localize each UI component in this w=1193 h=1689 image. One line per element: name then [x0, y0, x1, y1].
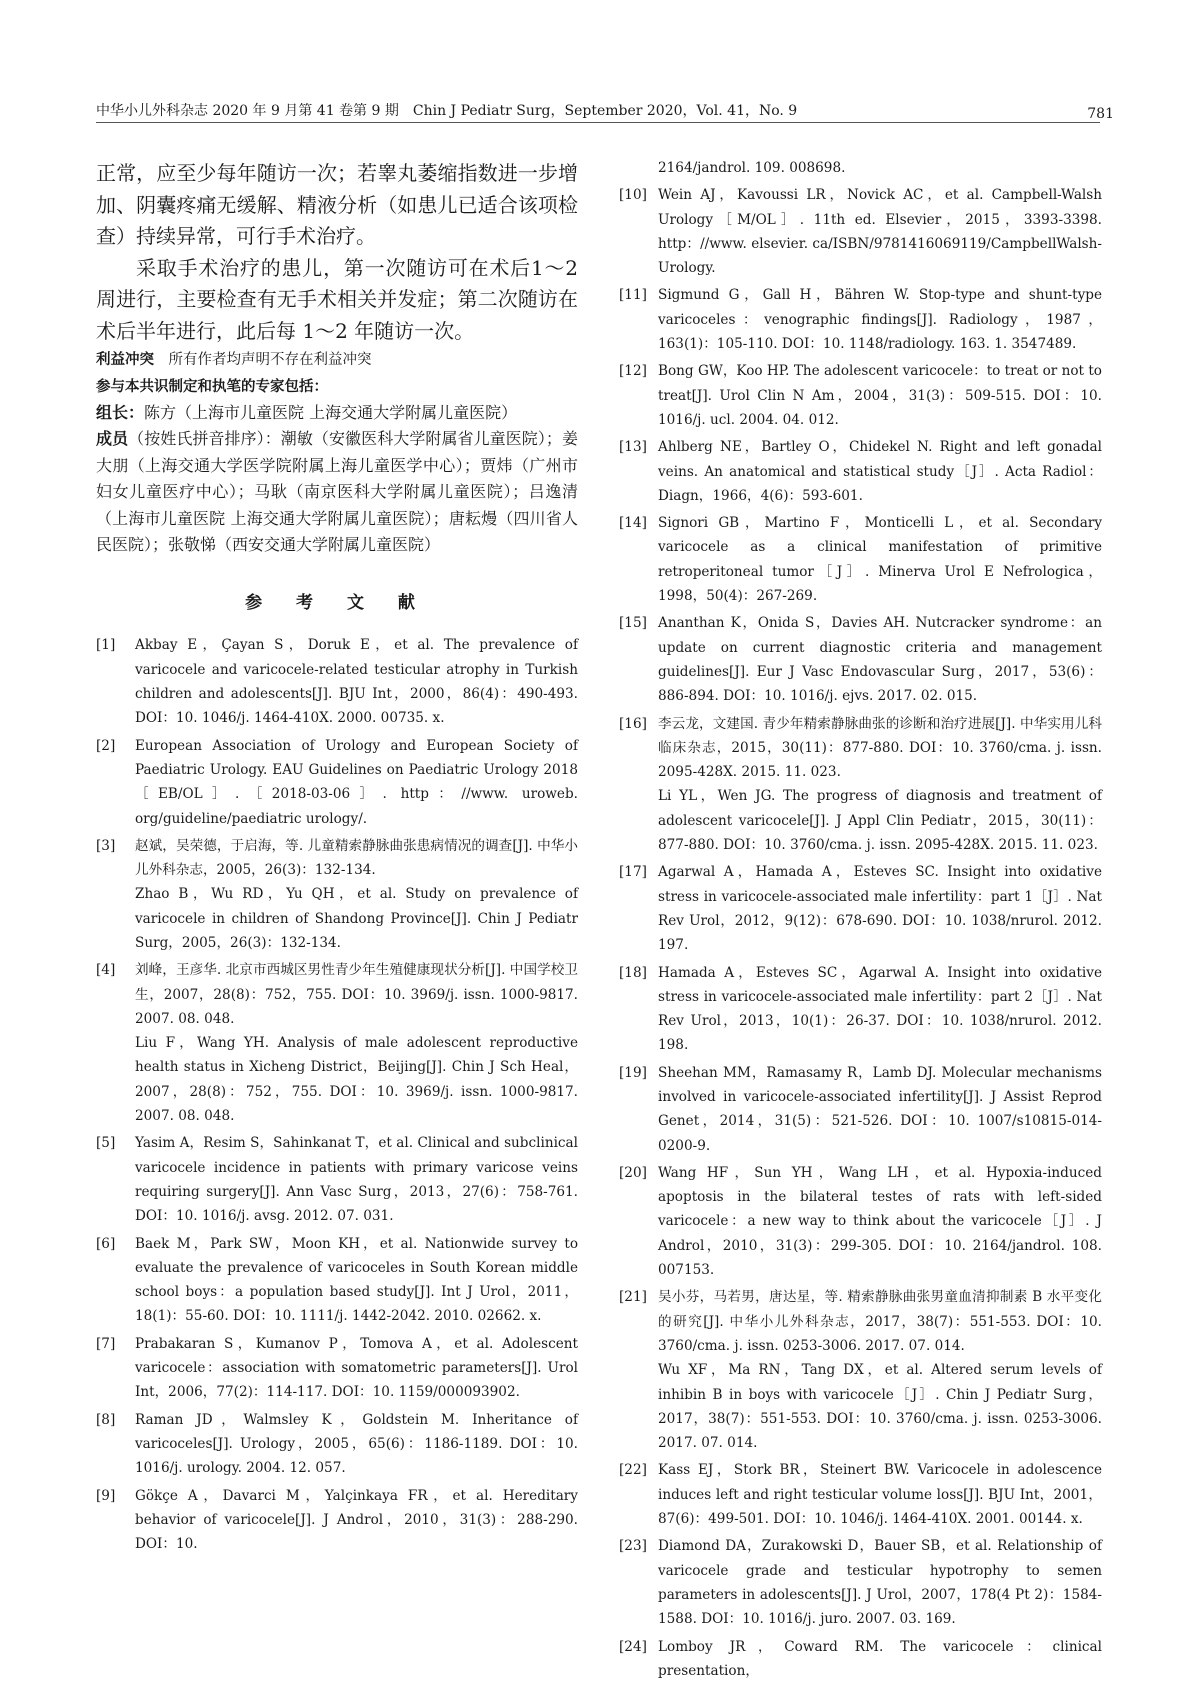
reference-number: [2]	[96, 737, 116, 754]
expert-members	[96, 426, 578, 558]
reference-item	[619, 283, 1102, 356]
reference-text: Diamond DA，Zurakowski D，Bauer SB，et al. Relationship of varicocele grade and testicular hypotrophy to semen parameters in adolescents[J]. J Urol，2007，178(4 Pt 2)：1584-1588. DOI：10. 1016/j. juro. 2007. 03. 169.	[658, 1538, 1102, 1628]
reference-number: [13]	[619, 439, 647, 456]
reference-number: [24]	[619, 1638, 647, 1655]
reference-number: [3]	[96, 837, 116, 854]
reference-item	[619, 359, 1102, 432]
reference-number: [18]	[619, 964, 647, 981]
reference-number: [4]	[96, 962, 116, 979]
reference-text: Ananthan K，Onida S，Davies AH. Nutcracker syndrome：an update on current diagnostic criteria and management guidelines[J]. Eur J Vasc Endovascular Surg，2017，53(6)：886-894. DOI：10. 1016/j. ejvs. 2017. 02. 015.	[658, 615, 1102, 705]
right-column	[619, 156, 1102, 1686]
expert-leader	[96, 400, 578, 426]
reference-text: 2164/jandrol. 109. 008698.	[658, 160, 846, 176]
reference-number: [11]	[619, 287, 647, 304]
reference-text: Hamada A，Esteves SC，Agarwal A. Insight into oxidative stress in varicocele-associated male infertility：part 2［J］. Nat Rev Urol，2013，10(1)：26-37. DOI：10. 1038/nrurol. 2012. 198.	[658, 964, 1102, 1054]
reference-item	[96, 1232, 578, 1329]
reference-text: Ahlberg NE，Bartley O，Chidekel N. Right and left gonadal veins. An anatomical and statistical study［J］. Acta Radiol：Diagn，1966，4(6)：593-601.	[658, 439, 1102, 504]
reference-number: [5]	[96, 1135, 116, 1152]
leader-label: 组长：	[96, 403, 145, 422]
references-title: 参 考 文 献	[245, 593, 429, 614]
reference-text: Prabakaran S，Kumanov P，Tomova A，et al. Adolescent varicocele：association with somatometric parameters[J]. Urol Int，2006，77(2)：114-117. DOI：10. 1159/000093902.	[135, 1335, 578, 1401]
reference-text: 李云龙，文建国. 青少年精索静脉曲张的诊断和治疗进展[J]. 中华实用儿科临床杂志，2015，30(11)：877-880. DOI：10. 3760/cma. j. issn. 2095-428X. 2015. 11. 023.	[658, 715, 1102, 781]
reference-number: [17]	[619, 864, 647, 881]
reference-number: [1]	[96, 637, 116, 654]
reference-item	[96, 958, 578, 1128]
body-paragraph: 采取手术治疗的患儿，第一次随访可在术后1～2 周进行，主要检查有无手术相关并发症；第二次随访在术后半年进行，此后每 1～2 年随访一次。	[96, 255, 578, 343]
reference-number: [23]	[619, 1538, 647, 1555]
reference-item	[619, 1458, 1102, 1531]
reference-item	[619, 1635, 1102, 1684]
reference-item	[619, 183, 1102, 280]
page-number: 781	[1087, 106, 1114, 122]
reference-translation: Zhao B，Wu RD，Yu QH，et al. Study on prevalence of varicocele in children of Shandong Province[J]. Chin J Pediatr Surg，2005，26(3)：132-134.	[135, 886, 578, 951]
body-paragraph: 正常，应至少每年随访一次；若睾丸萎缩指数进一步增加、阴囊疼痛无缓解、精液分析（如患儿已适合该项检查）持续异常，可行手术治疗。	[96, 161, 578, 248]
reference-item	[619, 961, 1102, 1058]
reference-text: Baek M，Park SW，Moon KH，et al. Nationwide survey to evaluate the prevalence of varicoceles in South Korean middle school boys：a population based study[J]. Int J Urol，2011，18(1)：55-60. DOI：10. 1111/j. 1442-2042. 2010. 02662. x.	[135, 1235, 578, 1325]
reference-item	[96, 834, 578, 955]
reference-list-right	[619, 156, 1102, 1683]
reference-item	[619, 1285, 1102, 1455]
reference-number: [10]	[619, 187, 647, 204]
reference-number: [22]	[619, 1462, 647, 1479]
reference-item	[96, 1332, 578, 1405]
reference-text: Gökçe A，Davarci M，Yalçinkaya FR，et al. Hereditary behavior of varicocele[J]. J Androl，2010，31(3)：288-290. DOI：10.	[135, 1487, 578, 1553]
reference-text: Lomboy JR，Coward RM. The varicocele：clinical presentation，	[658, 1638, 1102, 1679]
reference-number: [12]	[619, 363, 647, 380]
reference-text: Kass EJ，Stork BR，Steinert BW. Varicocele in adolescence induces left and right testicular volume loss[J]. BJU Int，2001，87(6)：499-501. DOI：10. 1046/j. 1464-410X. 2001. 00144. x.	[658, 1462, 1102, 1528]
reference-item	[619, 1061, 1102, 1158]
reference-text: Bong GW，Koo HP. The adolescent varicocele：to treat or not to treat[J]. Urol Clin N Am，2004，31(3)：509-515. DOI：10. 1016/j. ucl. 2004. 04. 012.	[658, 363, 1102, 428]
conflict-text: 所有作者均声明不存在利益冲突	[168, 352, 372, 368]
reference-number: [20]	[619, 1164, 647, 1181]
reference-text: Yasim A，Resim S，Sahinkanat T，et al. Clinical and subclinical varicocele incidence in patients with primary varicose veins requiring surgery[J]. Ann Vasc Surg，2013，27(6)：758-761. DOI：10. 1016/j. avsg. 2012. 07. 031.	[135, 1135, 578, 1225]
reference-number: [15]	[619, 615, 647, 632]
reference-translation: Li YL，Wen JG. The progress of diagnosis and treatment of adolescent varicocele[J]. J Appl Clin Pediatr，2015，30(11)：877-880. DOI：10. 3760/cma. j. issn. 2095-428X. 2015. 11. 023.	[658, 788, 1102, 854]
left-column	[96, 158, 578, 1559]
conflict-label: 利益冲突	[96, 351, 154, 368]
reference-number: [19]	[619, 1064, 647, 1081]
reference-item	[619, 860, 1102, 957]
reference-text: European Association of Urology and European Society of Paediatric Urology. EAU Guidelines on Paediatric Urology 2018［EB/OL］.［2018-03-06］. http：//www. uroweb. org/guideline/paediatric urology/.	[135, 737, 578, 827]
reference-text: Akbay E，Çayan S，Doruk E，et al. The prevalence of varicocele and varicocele-related testicular atrophy in Turkish children and adolescents[J]. BJU Int，2000，86(4)：490-493. DOI：10. 1046/j. 1464-410X. 2000. 00735. x.	[135, 637, 578, 727]
reference-text: 吴小芬，马若男，唐达星，等. 精索静脉曲张男童血清抑制素 B 水平变化的研究[J]. 中华小儿外科杂志，2017，38(7)：551-553. DOI：10. 3760/cma. j. issn. 0253-3006. 2017. 07. 014.	[658, 1289, 1102, 1354]
reference-item	[619, 511, 1102, 608]
reference-number: [8]	[96, 1411, 116, 1428]
reference-translation: Wu XF，Ma RN，Tang DX，et al. Altered serum levels of inhibin B in boys with varicocele［J］. Chin J Pediatr Surg，2017，38(7)：551-553. DOI：10. 3760/cma. j. issn. 0253-3006. 2017. 07. 014.	[658, 1362, 1102, 1452]
reference-item	[96, 1131, 578, 1228]
reference-text: Agarwal A，Hamada A，Esteves SC. Insight into oxidative stress in varicocele-associated male infertility：part 1［J］. Nat Rev Urol，2012，9(12)：678-690. DOI：10. 1038/nrurol. 2012. 197.	[658, 864, 1102, 954]
reference-text: Signori GB，Martino F，Monticelli L，et al. Secondary varicocele as a clinical manifestation of primitive retroperitoneal tumor［J］. Minerva Urol E Nefrologica，1998，50(4)：267-269.	[658, 515, 1102, 605]
leader-text: 陈方（上海市儿童医院 上海交通大学附属儿童医院）	[144, 403, 518, 422]
reference-list-left	[96, 633, 578, 1556]
reference-translation: Liu F，Wang YH. Analysis of male adolescent reproductive health status in Xicheng District，Beijing[J]. Chin J Sch Heal，2007，28(8)：752，755. DOI：10. 3969/j. issn. 1000-9817. 2007. 08. 048.	[135, 1035, 578, 1125]
reference-text: Sheehan MM，Ramasamy R，Lamb DJ. Molecular mechanisms involved in varicocele-associated infertility[J]. J Assist Reprod Genet，2014，31(5)：521-526. DOI：10. 1007/s10815-014-0200-9.	[658, 1064, 1102, 1154]
reference-text: Raman JD，Walmsley K，Goldstein M. Inheritance of varicoceles[J]. Urology，2005，65(6)：1186-1189. DOI：10. 1016/j. urology. 2004. 12. 057.	[135, 1411, 578, 1477]
reference-number: [21]	[619, 1289, 647, 1306]
reference-item	[619, 156, 1102, 180]
reference-text: Sigmund G，Gall H，Bähren W. Stop-type and shunt-type varicoceles：venographic findings[J]. Radiology，1987，163(1)：105-110. DOI：10. 1148/radiology. 163. 1. 3547489.	[658, 287, 1102, 353]
reference-number: [9]	[96, 1487, 116, 1504]
conflict-statement	[96, 347, 578, 374]
reference-text: 赵斌，吴荣德，于启海，等. 儿童精索静脉曲张患病情况的调查[J]. 中华小儿外科杂志，2005，26(3)：132-134.	[135, 837, 578, 879]
reference-number: [16]	[619, 715, 647, 732]
reference-item	[96, 1484, 578, 1557]
reference-item	[619, 712, 1102, 858]
members-label: 成员	[96, 429, 129, 449]
reference-text: Wein AJ，Kavoussi LR，Novick AC，et al. Campbell-Walsh Urology［M/OL］. 11th ed. Elsevier，2015，3393-3398. http：//www. elsevier. ca/ISBN/9781416069119/CampbellWalsh-Urology.	[658, 187, 1102, 277]
experts-heading: 参与本共识制定和执笔的专家包括：	[96, 377, 328, 395]
reference-item	[619, 611, 1102, 708]
reference-text: Wang HF，Sun YH，Wang LH，et al. Hypoxia-induced apoptosis in the bilateral testes of rats with left-sided varicocele：a new way to think about the varicocele［J］. J Androl，2010，31(3)：299-305. DOI：10. 2164/jandrol. 108. 007153.	[658, 1164, 1102, 1279]
reference-item	[619, 1161, 1102, 1282]
reference-item	[96, 734, 578, 831]
journal-citation: 中华小儿外科杂志 2020 年 9 月第 41 卷第 9 期 Chin J Pediatr Surg，September 2020，Vol. 41，No. 9	[96, 103, 798, 119]
reference-text: 刘峰，王彦华. 北京市西城区男性青少年生殖健康现状分析[J]. 中国学校卫生，2007，28(8)：752，755. DOI：10. 3969/j. issn. 1000-9817. 2007. 08. 048.	[135, 962, 578, 1027]
reference-number: [7]	[96, 1335, 116, 1352]
reference-item	[619, 1534, 1102, 1631]
reference-item	[619, 435, 1102, 508]
reference-item	[96, 1408, 578, 1481]
members-text: （按姓氏拼音排序）：潮敏（安徽医科大学附属省儿童医院）；姜大朋（上海交通大学医学院附属上海儿童医学中心）；贾炜（广州市妇女儿童医疗中心）；马耿（南京医科大学附属儿童医院）；吕逸清（上海市儿童医院 上海交通大学附属儿童医院）；唐耘熳（四川省人民医院）；张敬悌（西安交通大学附属儿童医院）	[96, 429, 578, 555]
reference-item	[96, 633, 578, 730]
reference-number: [6]	[96, 1235, 116, 1252]
reference-number: [14]	[619, 515, 647, 532]
running-header	[96, 100, 1114, 123]
